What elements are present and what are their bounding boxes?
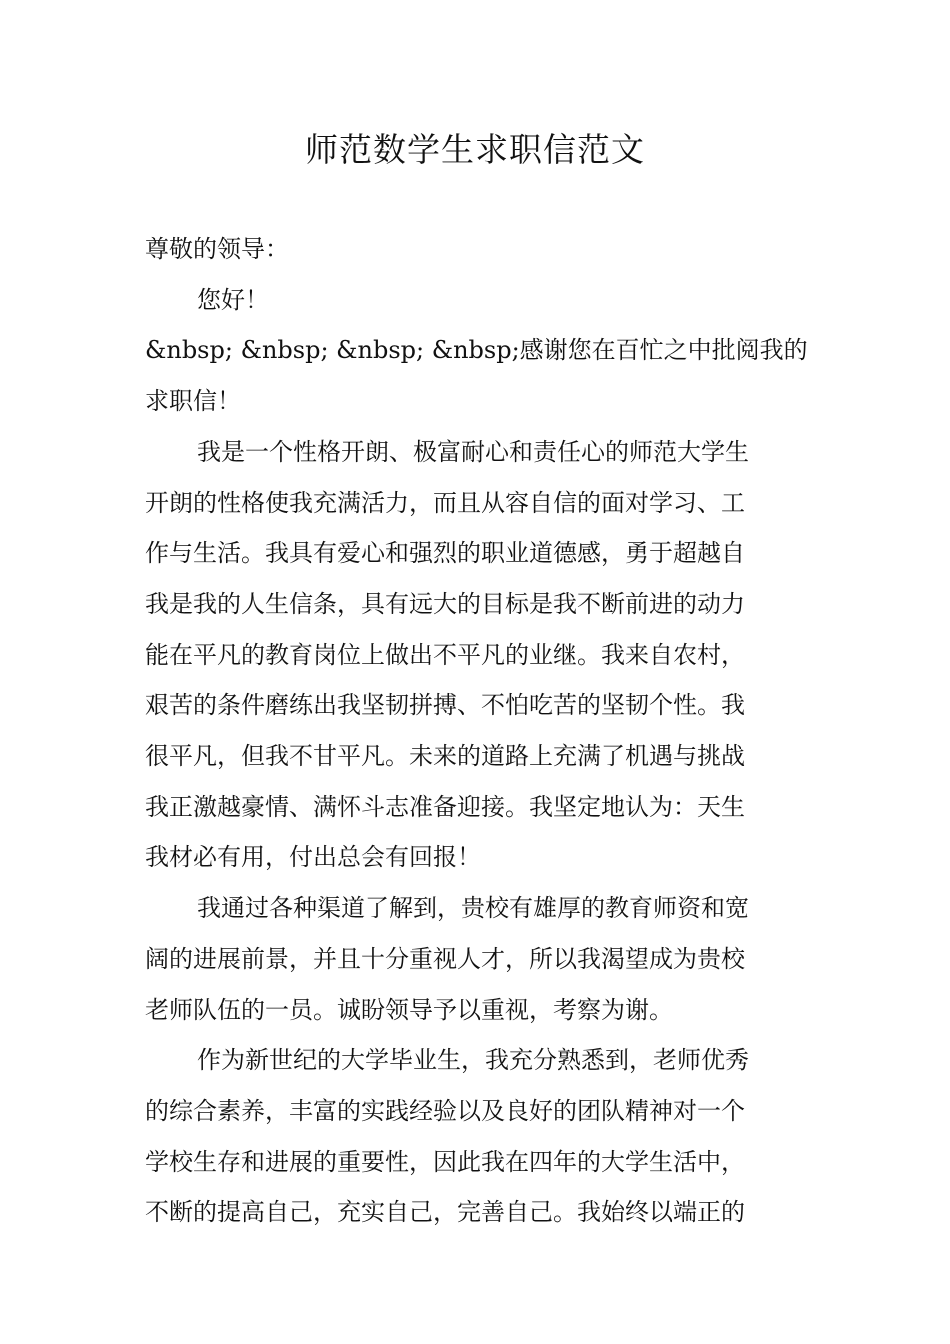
thanks-paragraph: [145, 325, 809, 426]
document-title: 师范数学生求职信范文: [305, 130, 645, 169]
thanks-line-1: &nbsp; &nbsp; &nbsp; &nbsp;感谢您在百忙之中批阅我的: [145, 336, 808, 365]
paragraph-2-line-1: 我通过各种渠道了解到，贵校有雄厚的教育师资和宽: [197, 894, 749, 923]
paragraph-1-line-6: 艰苦的条件磨练出我坚韧拼搏、不怕吃苦的坚韧个性。我: [145, 691, 745, 720]
paragraph-3-line-3: 学校生存和进展的重要性，因此我在四年的大学生活中，: [145, 1147, 745, 1176]
paragraph-1-line-2: 开朗的性格使我充满活力，而且从容自信的面对学习、工: [145, 488, 745, 517]
salutation: 尊敬的领导：: [145, 235, 289, 263]
paragraph-3-line-2: 的综合素养，丰富的实践经验以及良好的团队精神对一个: [145, 1096, 745, 1125]
paragraph-1-line-9: 我材必有用，付出总会有回报！: [145, 843, 481, 872]
paragraph-qualifications: [145, 1035, 809, 1238]
paragraph-2-line-2: 阔的进展前景，并且十分重视人才，所以我渴望成为贵校: [145, 944, 745, 973]
thanks-line-2: 求职信！: [145, 387, 241, 416]
paragraph-2-line-3: 老师队伍的一员。诚盼领导予以重视，考察为谢。: [145, 995, 673, 1024]
paragraph-3-line-4: 不断的提高自己，充实自己，完善自己。我始终以端正的: [145, 1198, 745, 1227]
paragraph-1-line-1: 我是一个性格开朗、极富耐心和责任心的师范大学生: [197, 437, 749, 466]
paragraph-1-line-7: 很平凡，但我不甘平凡。未来的道路上充满了机遇与挑战: [145, 742, 745, 771]
paragraph-1-line-5: 能在平凡的教育岗位上做出不平凡的业继。我来自农村，: [145, 640, 745, 669]
paragraph-1-line-8: 我正激越豪情、满怀斗志准备迎接。我坚定地认为：天生: [145, 792, 745, 821]
greeting: 您好！: [197, 285, 269, 314]
paragraph-3-line-1: 作为新世纪的大学毕业生，我充分熟悉到，老师优秀: [197, 1046, 749, 1075]
letter-body: [145, 224, 809, 1238]
paragraph-introduction: [145, 427, 809, 883]
paragraph-1-line-4: 我是我的人生信条，具有远大的目标是我不断前进的动力: [145, 589, 745, 618]
paragraph-motivation: [145, 883, 809, 1035]
paragraph-1-line-3: 作与生活。我具有爱心和强烈的职业道德感，勇于超越自: [145, 539, 745, 568]
